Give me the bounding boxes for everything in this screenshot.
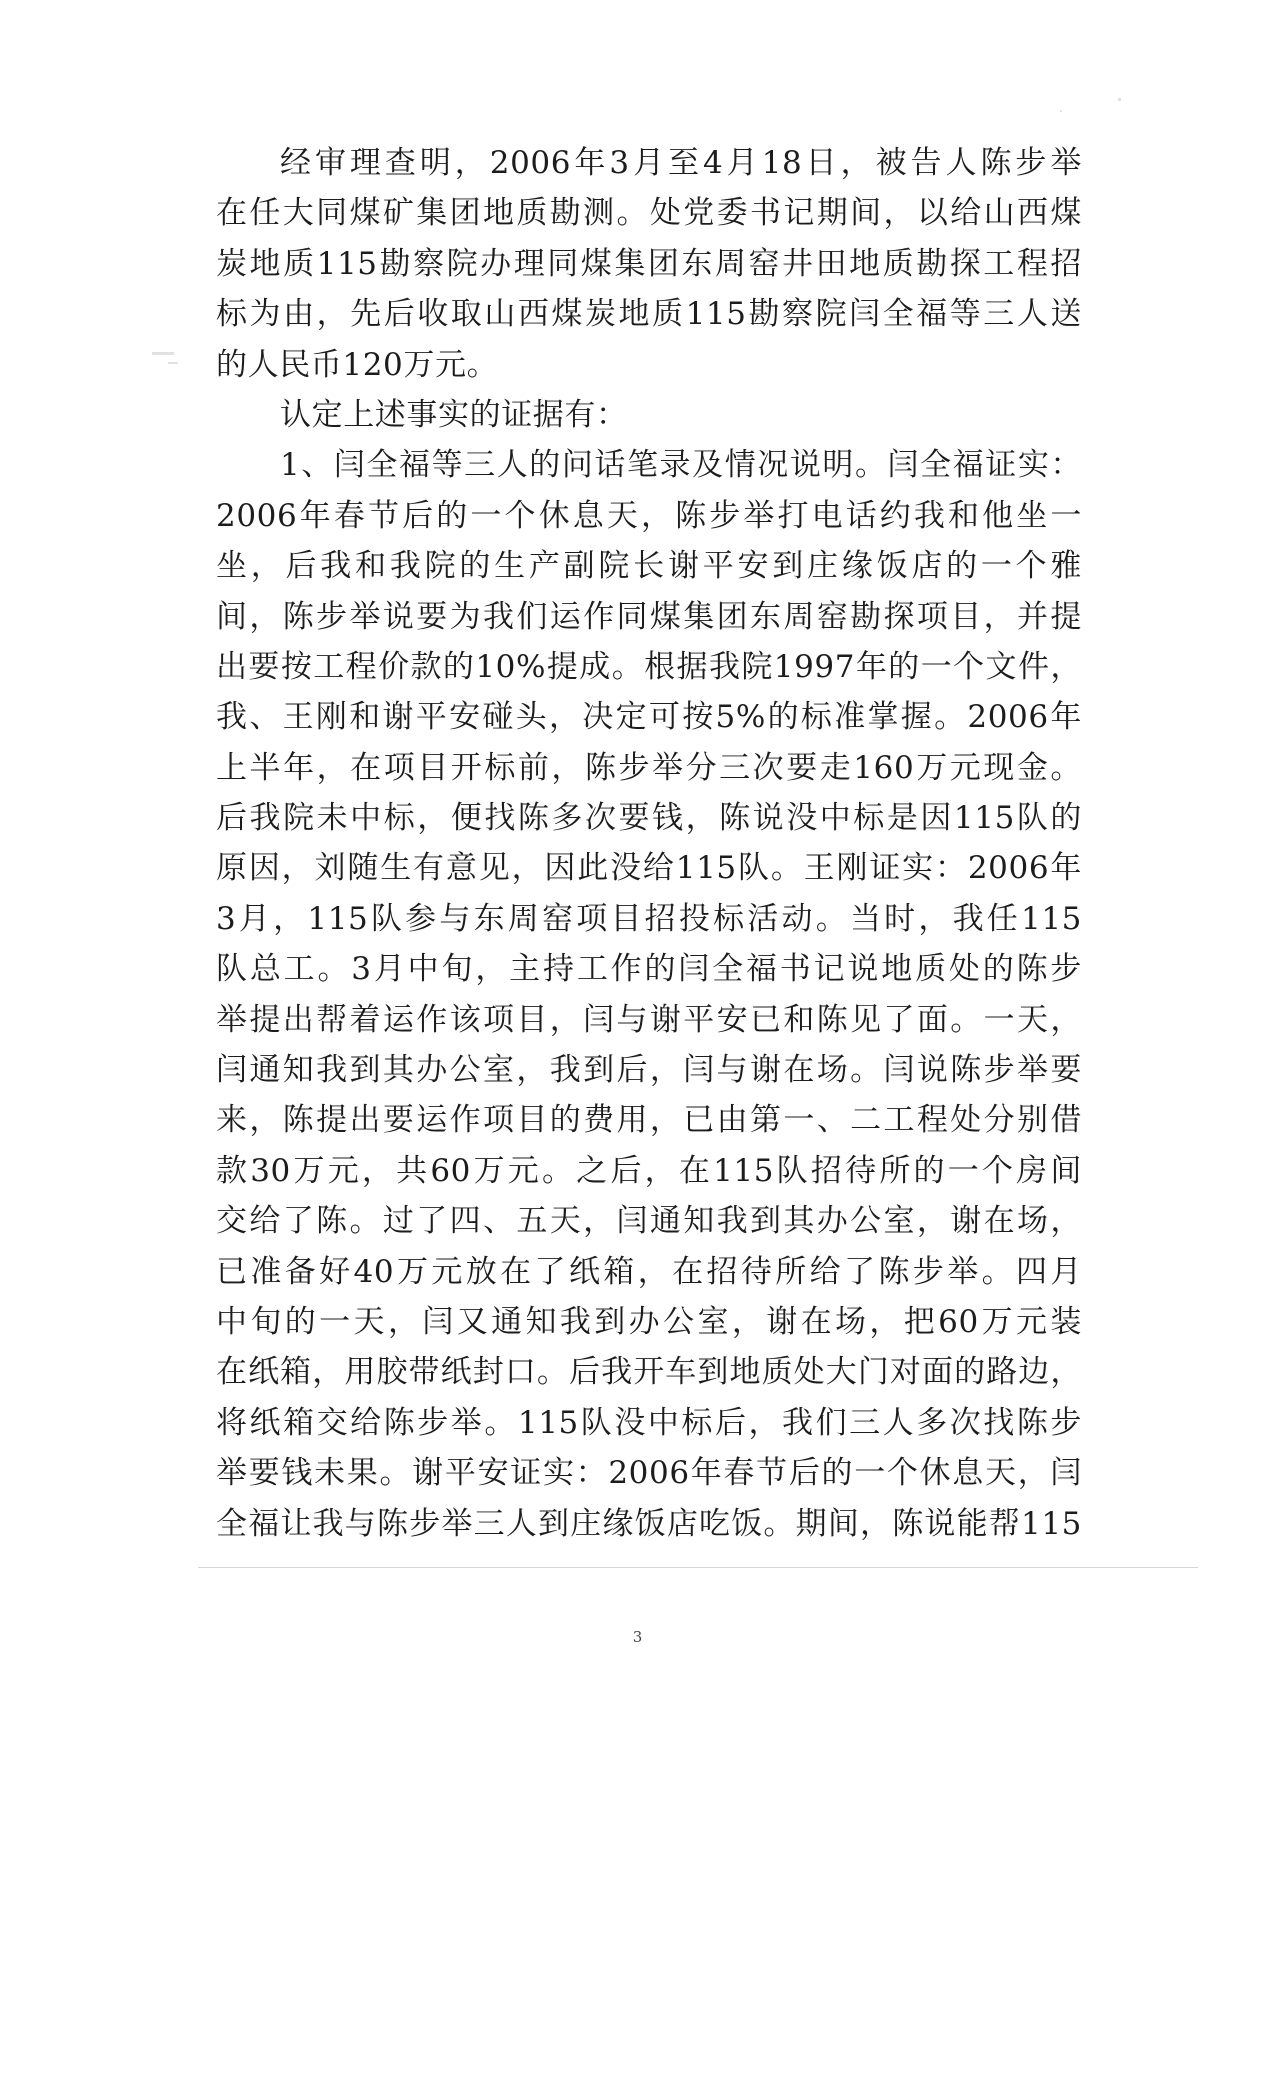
text-line: 全福让我与陈步举三人到庄缘饭店吃饭。期间，陈说能帮115 [216, 1505, 1082, 1542]
text-line: 已准备好40万元放在了纸箱，在招待所给了陈步举。四月 [216, 1253, 1082, 1290]
text-line: 2006年春节后的一个休息天，陈步举打电话约我和他坐一 [216, 497, 1082, 534]
text-line: 队总工。3月中旬，主持工作的闫全福书记说地质处的陈步 [216, 951, 1082, 988]
text-line: 举提出帮着运作该项目，闫与谢平安已和陈见了面。一天， [216, 1001, 1082, 1038]
text-line: 经审理查明，2006年3月至4月18日，被告人陈步举 [280, 145, 1082, 181]
text-line: 的人民币120万元。 [216, 346, 499, 383]
text-line: 1、闫全福等三人的问话笔录及情况说明。闫全福证实： [280, 447, 1082, 484]
scan-speck [152, 352, 174, 355]
scan-speck [1118, 98, 1121, 101]
text-line: 举要钱未果。谢平安证实：2006年春节后的一个休息天，闫 [216, 1455, 1082, 1492]
text-line: 交给了陈。过了四、五天，闫通知我到其办公室，谢在场， [216, 1203, 1082, 1240]
text-line: 3月，115队参与东周窑项目招投标活动。当时，我任115 [216, 900, 1082, 937]
text-line: 出要按工程价款的10%提成。根据我院1997年的一个文件， [216, 648, 1082, 685]
text-line: 炭地质115勘察院办理同煤集团东周窑井田地质勘探工程招 [216, 245, 1082, 282]
text-line: 标为由，先后收取山西煤炭地质115勘察院闫全福等三人送 [216, 296, 1082, 333]
text-line: 在任大同煤矿集团地质勘测。处党委书记期间，以给山西煤 [216, 195, 1082, 232]
text-line: 款30万元，共60万元。之后，在115队招待所的一个房间 [216, 1152, 1082, 1189]
text-line: 在纸箱，用胶带纸封口。后我开车到地质处大门对面的路边， [216, 1354, 1082, 1391]
text-line: 来，陈提出要运作项目的费用，已由第一、二工程处分别借 [216, 1102, 1082, 1139]
text-line: 闫通知我到其办公室，我到后，闫与谢在场。闫说陈步举要 [216, 1052, 1082, 1089]
body-text [216, 138, 1082, 1549]
scan-speck [168, 362, 178, 364]
page-number: 3 [632, 1628, 643, 1646]
text-line: 上半年，在项目开标前，陈步举分三次要走160万元现金。 [216, 749, 1082, 786]
text-line: 原因，刘随生有意见，因此没给115队。王刚证实：2006年 [216, 850, 1082, 887]
text-line: 认定上述事实的证据有： [280, 396, 628, 433]
scan-speck [1060, 110, 1062, 112]
text-line: 坐，后我和我院的生产副院长谢平安到庄缘饭店的一个雅 [216, 548, 1082, 585]
text-line: 中旬的一天，闫又通知我到办公室，谢在场，把60万元装 [216, 1303, 1082, 1340]
text-line: 我、王刚和谢平安碰头，决定可按5%的标准掌握。2006年 [216, 699, 1082, 736]
scan-artifact-line [198, 1567, 1198, 1568]
text-line: 后我院未中标，便找陈多次要钱，陈说没中标是因115队的 [216, 800, 1082, 837]
text-line: 将纸箱交给陈步举。115队没中标后，我们三人多次找陈步 [216, 1404, 1082, 1441]
text-line: 间，陈步举说要为我们运作同煤集团东周窑勘探项目，并提 [216, 598, 1082, 635]
